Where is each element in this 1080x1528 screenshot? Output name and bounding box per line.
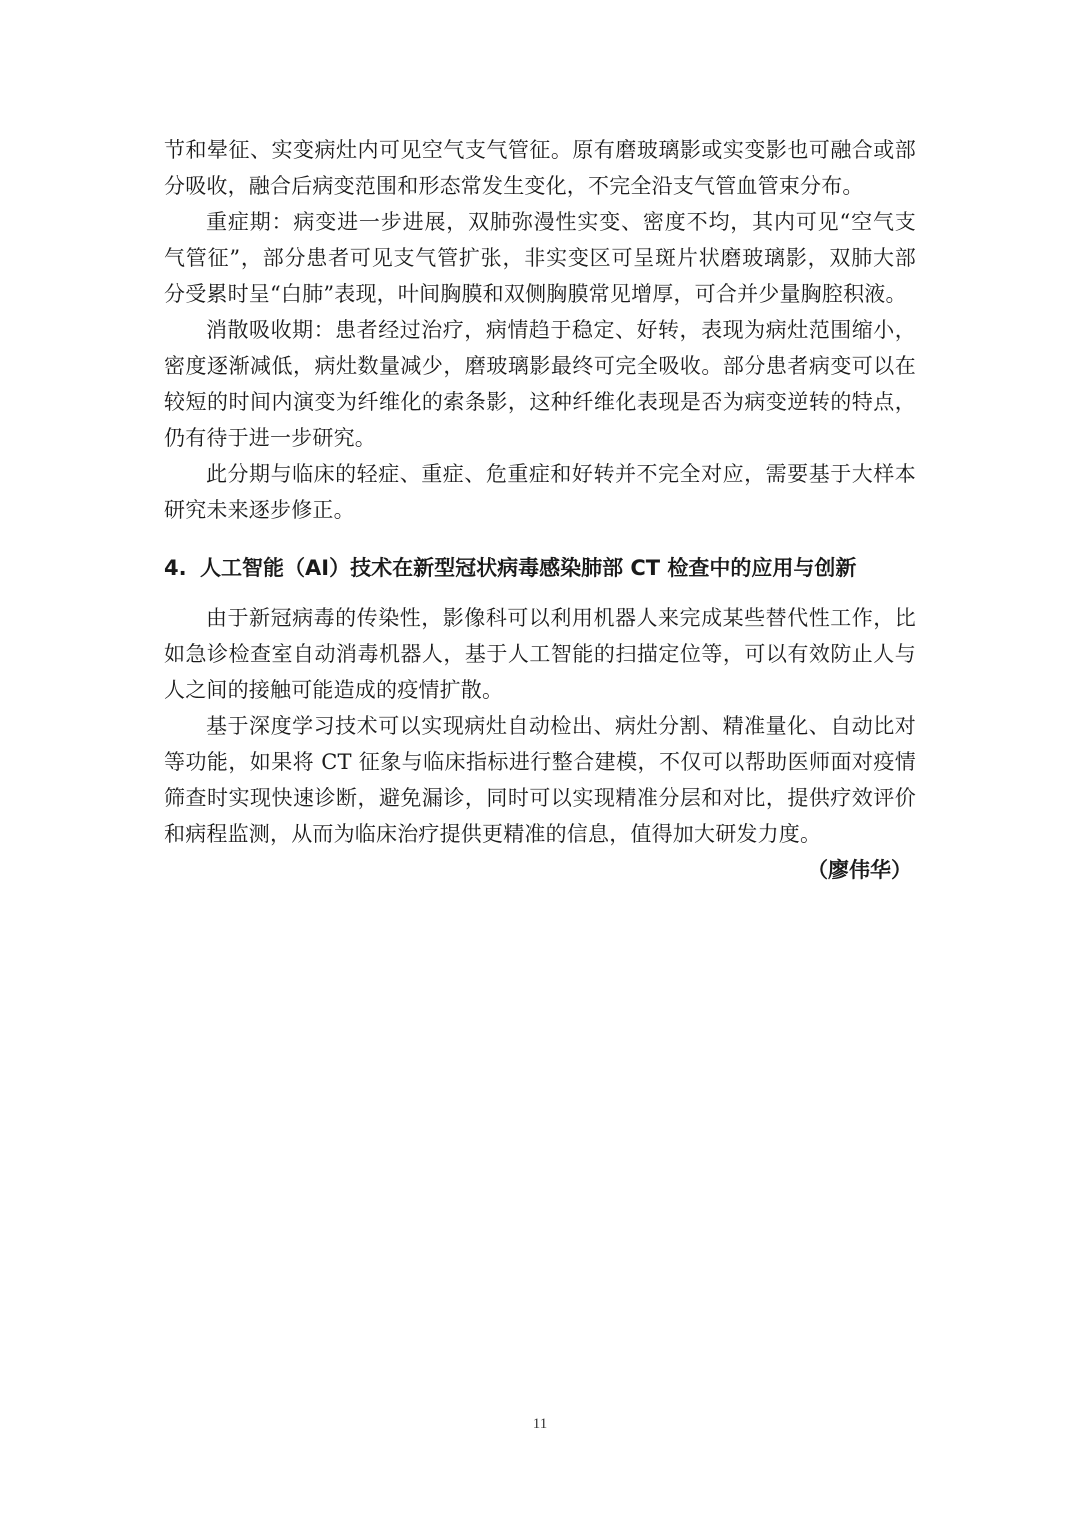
paragraph-robots (164, 600, 916, 708)
paragraph-severe-stage (164, 204, 916, 312)
text-line: 如急诊检查室自动消毒机器人，基于人工智能的扫描定位等，可以有效防止人与 (164, 642, 916, 666)
text-line: 气管征”，部分患者可见支气管扩张，非实变区可呈斑片状磨玻璃影，双肺大部 (164, 246, 916, 270)
text-line: 重症期：病变进一步进展，双肺弥漫性实变、密度不均，其内可见“空气支 (206, 210, 916, 234)
author-attribution: （廖伟华） (807, 858, 912, 882)
section-number: 4. (164, 556, 187, 580)
text-line: 研究未来逐步修正。 (164, 498, 355, 522)
text-line: 仍有待于进一步研究。 (164, 426, 376, 450)
text-line: 较短的时间内演变为纤维化的索条影，这种纤维化表现是否为病变逆转的特点， (164, 390, 916, 414)
text-line: 密度逐渐减低，病灶数量减少，磨玻璃影最终可完全吸收。部分患者病变可以在 (164, 354, 916, 378)
text-line: 此分期与临床的轻症、重症、危重症和好转并不完全对应，需要基于大样本 (206, 462, 916, 486)
text-line: 由于新冠病毒的传染性，影像科可以利用机器人来完成某些替代性工作，比 (206, 606, 916, 630)
section-title: 人工智能（AI）技术在新型冠状病毒感染肺部 CT 检查中的应用与创新 (200, 556, 857, 580)
text-line: 人之间的接触可能造成的疫情扩散。 (164, 678, 504, 702)
paragraph-absorption-stage (164, 312, 916, 456)
page-content (164, 132, 916, 888)
text-line: 等功能，如果将 CT 征象与临床指标进行整合建模，不仅可以帮助医师面对疫情 (164, 750, 916, 774)
text-line: 分受累时呈“白肺”表现，叶间胸膜和双侧胸膜常见增厚，可合并少量胸腔积液。 (164, 282, 907, 306)
paragraph-continuation (164, 132, 916, 204)
paragraph-deep-learning (164, 708, 916, 852)
text-line: 筛查时实现快速诊断，避免漏诊，同时可以实现精准分层和对比，提供疗效评价 (164, 786, 916, 810)
text-line: 分吸收，融合后病变范围和形态常发生变化，不完全沿支气管血管束分布。 (164, 174, 864, 198)
text-line: 和病程监测，从而为临床治疗提供更精准的信息，值得加大研发力度。 (164, 822, 822, 846)
section-heading (164, 550, 916, 586)
page-number: 11 (532, 1416, 548, 1432)
text-line: 基于深度学习技术可以实现病灶自动检出、病灶分割、精准量化、自动比对 (206, 714, 916, 738)
text-line: 消散吸收期：患者经过治疗，病情趋于稳定、好转，表现为病灶范围缩小， (206, 318, 916, 342)
paragraph-staging-note (164, 456, 916, 528)
text-line: 节和晕征、实变病灶内可见空气支气管征。原有磨玻璃影或实变影也可融合或部 (164, 138, 916, 162)
